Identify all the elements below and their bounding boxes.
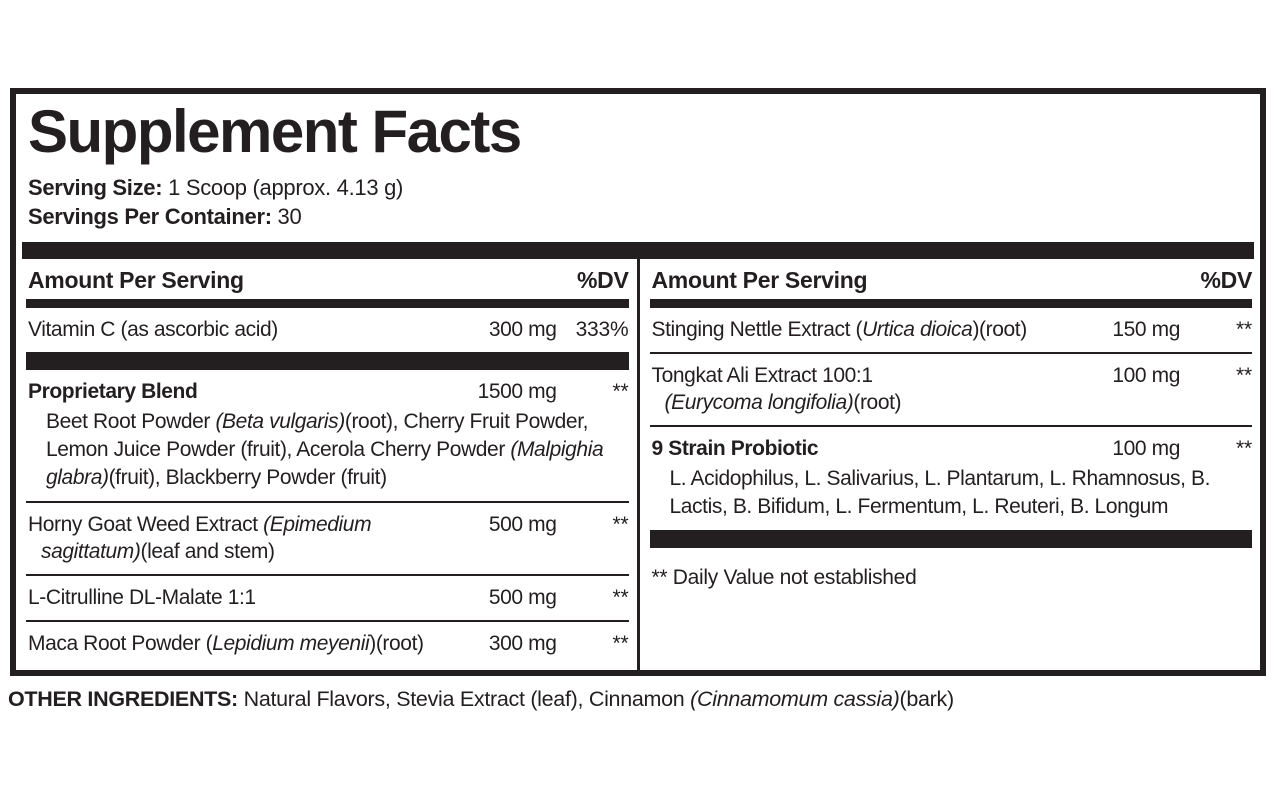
amount-value: 300 mg	[488, 632, 557, 655]
dv-header: %DV	[1200, 267, 1252, 293]
top-separator-bar	[22, 242, 1254, 259]
serving-size-label: Serving Size:	[28, 175, 163, 200]
ingredient-row	[26, 308, 629, 352]
daily-value: **	[612, 513, 629, 536]
text-segment: (bark)	[899, 687, 954, 711]
ingredient-name-line	[652, 316, 1089, 343]
latin-name-italic: sagittatum)	[41, 540, 141, 563]
text-segment: )(root)	[972, 318, 1027, 341]
text-segment: )(root)	[369, 632, 424, 655]
latin-name-italic: (Cinnamomum cassia)	[690, 687, 900, 711]
daily-value: **	[1236, 318, 1252, 341]
ingredient-sublist	[650, 462, 1253, 521]
daily-value: 333%	[575, 318, 629, 341]
ingredient-row	[26, 622, 629, 666]
ingredient-row-main	[26, 584, 629, 611]
ingredient-name	[650, 435, 1089, 462]
amount-value: 500 mg	[488, 513, 557, 536]
amount-value: 100 mg	[1112, 437, 1180, 460]
text-segment: Vitamin C (as ascorbic acid)	[28, 318, 278, 341]
thick-separator-bar	[650, 530, 1253, 548]
daily-value-footnote: ** Daily Value not established	[651, 566, 917, 589]
ingredient-row	[26, 576, 629, 620]
text-segment: Proprietary Blend	[28, 380, 198, 403]
latin-name-italic: (Eurycoma longifolia)	[664, 391, 854, 414]
serving-size-value: 1 Scoop (approx. 4.13 g)	[162, 175, 404, 200]
ingredient-row-main	[26, 378, 629, 405]
servings-per-container-line	[28, 203, 1260, 230]
text-segment: Maca Root Powder (	[28, 632, 213, 655]
latin-name-italic: Lepidium meyenii	[212, 632, 370, 655]
ingredient-name	[26, 630, 465, 657]
daily-value: **	[612, 586, 629, 609]
text-segment: Horny Goat Weed Extract	[28, 513, 264, 536]
ingredient-name	[650, 362, 1089, 416]
amount-per-serving-header: Amount Per Serving	[651, 267, 868, 293]
other-ingredients-label: OTHER INGREDIENTS:	[8, 687, 238, 711]
amount-per-serving-header: Amount Per Serving	[28, 267, 244, 293]
ingredient-name-continuation	[652, 389, 1089, 416]
text-segment: Beet Root Powder	[46, 410, 216, 433]
ingredient-row-main	[650, 362, 1253, 416]
header-underline-bar	[650, 299, 1253, 308]
ingredient-row-main	[26, 630, 629, 657]
text-segment: Stinging Nettle Extract (	[651, 318, 863, 341]
supplement-facts-panel	[10, 88, 1266, 676]
serving-size-line	[28, 174, 1260, 201]
amount-value: 300 mg	[488, 318, 557, 341]
ingredient-name-line	[28, 511, 465, 538]
ingredient-name-line	[28, 316, 465, 343]
daily-value: **	[612, 632, 629, 655]
dv-header: %DV	[576, 267, 629, 293]
ingredient-row-main	[650, 435, 1253, 462]
ingredient-name	[650, 316, 1089, 343]
column-right-header	[650, 259, 1253, 299]
ingredient-row-main	[650, 316, 1253, 343]
amount-value: 500 mg	[488, 586, 557, 609]
amount-value: 1500 mg	[477, 380, 557, 403]
latin-name-italic: Urtica dioica	[862, 318, 973, 341]
ingredient-name-line	[28, 378, 465, 405]
ingredient-name	[26, 316, 465, 343]
amount-value: 100 mg	[1112, 364, 1180, 387]
text-segment: (fruit), Blackberry Powder (fruit)	[108, 466, 387, 489]
daily-value: **	[612, 380, 629, 403]
amount-value: 150 mg	[1112, 318, 1180, 341]
ingredient-name-line	[28, 630, 465, 657]
text-segment: 9 Strain Probiotic	[651, 437, 819, 460]
ingredient-row-main	[26, 316, 629, 343]
text-segment: L-Citrulline DL-Malate 1:1	[28, 586, 256, 609]
ingredient-sublist	[26, 405, 629, 492]
ingredient-row-main	[26, 511, 629, 565]
daily-value: **	[1236, 437, 1252, 460]
text-segment: (root)	[853, 391, 902, 414]
column-left-header	[26, 259, 629, 299]
thick-separator-bar	[26, 352, 629, 370]
text-segment: (leaf and stem)	[140, 540, 275, 563]
header-underline-bar	[26, 299, 629, 308]
ingredient-row	[650, 427, 1253, 530]
other-ingredients-line	[8, 686, 1268, 713]
daily-value: **	[1236, 364, 1252, 387]
latin-name-italic: (Epimedium	[263, 513, 372, 536]
ingredient-name-line	[28, 584, 465, 611]
ingredient-name	[26, 378, 465, 405]
text-segment: Natural Flavors, Stevia Extract (leaf), Cinnamon	[237, 687, 691, 711]
servings-per-container-label: Servings Per Container:	[28, 204, 272, 229]
ingredient-row	[26, 503, 629, 574]
column-right	[640, 259, 1261, 670]
ingredient-row	[650, 308, 1253, 352]
text-segment: (root), Cherry Fruit Powder, Lemon Juice Powder (fruit), Acerola Cherry Powder	[46, 410, 589, 461]
ingredient-rows-right	[650, 308, 1253, 591]
ingredient-name-continuation	[28, 538, 465, 565]
ingredient-name	[26, 511, 465, 565]
column-left	[16, 259, 637, 670]
latin-name-italic: (Beta vulgaris)	[215, 410, 345, 433]
ingredient-rows-left	[26, 308, 629, 666]
ingredients-columns	[16, 259, 1260, 670]
latin-name-italic: (Malpighia glabra)	[46, 438, 604, 489]
ingredient-name	[26, 584, 465, 611]
ingredient-row	[26, 370, 629, 501]
servings-per-container-value: 30	[271, 204, 302, 229]
panel-title: Supplement Facts	[28, 98, 521, 165]
ingredient-name-line	[652, 435, 1089, 462]
text-segment: Tongkat Ali Extract 100:1	[651, 364, 873, 387]
other-ingredients-value	[238, 687, 954, 711]
ingredient-row	[650, 354, 1253, 425]
text-segment: L. Acidophilus, L. Salivarius, L. Plantarum, L. Rhamnosus, B. Lactis, B. Bifidum, L. Fermentum, L. Reuteri, B. Longum	[669, 467, 1211, 518]
ingredient-name-line	[652, 362, 1089, 389]
